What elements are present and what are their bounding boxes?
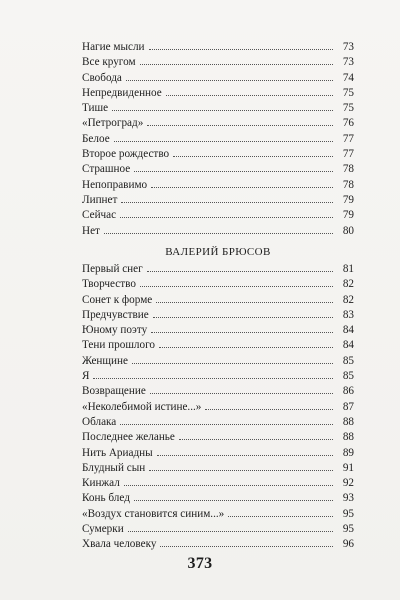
- dot-leader: [128, 531, 333, 532]
- toc-entry-title: Облака: [82, 415, 117, 428]
- toc-entry: [82, 338, 354, 353]
- toc-entry-page: 87: [342, 400, 354, 413]
- toc-entry-title: Сонет к форме: [82, 293, 153, 306]
- toc-entry: [82, 40, 354, 55]
- toc-entry-page: 78: [342, 178, 354, 191]
- toc-entry-page: 86: [342, 385, 354, 398]
- toc-entry-page: 85: [342, 370, 354, 383]
- toc-entry-title: Липнет: [82, 193, 118, 206]
- dot-leader: [166, 95, 333, 96]
- dot-leader: [120, 217, 333, 218]
- toc-entry-title: Первый снег: [82, 263, 143, 275]
- toc-entry-page: 91: [342, 461, 354, 474]
- toc-entry-page: 78: [342, 163, 354, 176]
- dot-leader: [159, 347, 333, 348]
- toc-entry-page: 84: [342, 339, 354, 352]
- toc-entry-title: Сейчас: [82, 209, 117, 222]
- toc-entry: [82, 323, 354, 338]
- toc-entry: [82, 522, 354, 537]
- toc-section-1: [82, 40, 354, 239]
- dot-leader: [228, 516, 333, 517]
- dot-leader: [104, 233, 333, 234]
- toc-entry-page: 73: [342, 41, 354, 53]
- toc-entry-title: Непоправимо: [82, 178, 148, 191]
- toc-entry-page: 77: [342, 132, 354, 145]
- toc-entry: [82, 400, 354, 415]
- dot-leader: [157, 455, 333, 456]
- toc-entry: [82, 369, 354, 384]
- dot-leader: [134, 171, 333, 172]
- toc-entry-title: Нагие мысли: [82, 41, 145, 53]
- toc-entry: [82, 208, 354, 223]
- toc-entry-page: 95: [342, 523, 354, 536]
- toc-entry: [82, 101, 354, 116]
- toc-entry: [82, 491, 354, 506]
- toc-entry-title: Нет: [82, 224, 100, 237]
- toc-entry-title: Юному поэту: [82, 324, 148, 337]
- toc-entry-title: Блудный сын: [82, 461, 146, 474]
- dot-leader: [132, 363, 333, 364]
- toc-entry-title: Возвращение: [82, 385, 146, 398]
- section-heading-author: ВАЛЕРИЙ БРЮСОВ: [165, 246, 271, 258]
- toc-entry-title: Тише: [82, 102, 109, 115]
- toc-entry: [82, 147, 354, 162]
- toc-entry-page: 82: [342, 278, 354, 291]
- toc-entry-page: 92: [342, 477, 354, 490]
- dot-leader: [126, 80, 333, 81]
- toc-entry-title: Творчество: [82, 278, 136, 291]
- toc-entry: [82, 71, 354, 86]
- toc-entry: [82, 537, 354, 552]
- dot-leader: [149, 470, 333, 471]
- dot-leader: [173, 156, 333, 157]
- toc-entry-page: 88: [342, 431, 354, 444]
- toc-entry-page: 93: [342, 492, 354, 505]
- toc-entry-title: Хвала человеку: [82, 538, 157, 551]
- toc-entry: [82, 476, 354, 491]
- dot-leader: [160, 546, 333, 547]
- toc-entry: [82, 116, 354, 131]
- toc-entry: [82, 461, 354, 476]
- dot-leader: [134, 500, 333, 501]
- toc-entry: [82, 55, 354, 70]
- dot-leader: [140, 64, 333, 65]
- dot-leader: [150, 393, 333, 394]
- dot-leader: [140, 286, 333, 287]
- toc-entry: [82, 507, 354, 522]
- toc-entry-title: Кинжал: [82, 477, 120, 490]
- toc-entry-title: Тени прошлого: [82, 339, 156, 352]
- toc-entry-title: Последнее желанье: [82, 431, 175, 444]
- toc-entry-title: Непредвиденное: [82, 86, 162, 99]
- toc-entry-page: 88: [342, 415, 354, 428]
- dot-leader: [114, 141, 333, 142]
- toc-entry: [82, 384, 354, 399]
- toc-entry-title: Второе рождество: [82, 148, 170, 161]
- toc-entry-page: 74: [342, 71, 354, 84]
- toc-entry-page: 75: [342, 102, 354, 115]
- toc-entry-page: 79: [342, 193, 354, 206]
- toc-entry: [82, 308, 354, 323]
- toc-entry-title: Конь блед: [82, 492, 130, 505]
- toc-section-2: [82, 262, 354, 553]
- toc-entry: [82, 354, 354, 369]
- toc-entry: [82, 86, 354, 101]
- toc-entry-title: «Неколебимой истине...»: [82, 400, 202, 413]
- dot-leader: [179, 439, 333, 440]
- dot-leader: [151, 332, 333, 333]
- toc-entry-title: Свобода: [82, 71, 122, 84]
- toc-entry-title: Белое: [82, 132, 110, 145]
- toc-entry-page: 84: [342, 324, 354, 337]
- toc-entry-page: 85: [342, 354, 354, 367]
- toc-entry-title: Я: [82, 370, 90, 383]
- toc-entry-page: 77: [342, 148, 354, 161]
- toc-entry-title: Сумерки: [82, 523, 124, 536]
- dot-leader: [93, 378, 333, 379]
- toc-entry: [82, 262, 354, 277]
- dot-leader: [151, 187, 333, 188]
- toc-entry: [82, 430, 354, 445]
- toc-entry: [82, 293, 354, 308]
- toc-entry-page: 79: [342, 209, 354, 222]
- toc-entry-page: 73: [342, 56, 354, 69]
- toc-entry: [82, 446, 354, 461]
- toc-entry-page: 76: [342, 117, 354, 130]
- toc-entry: [82, 415, 354, 430]
- toc-entry-page: 75: [342, 86, 354, 99]
- toc-entry-title: Женщине: [82, 354, 128, 367]
- toc-entry: [82, 193, 354, 208]
- toc-entry-page: 96: [342, 538, 354, 551]
- toc-entry-title: «Воздух становится синим...»: [82, 507, 225, 520]
- page-number: 373: [187, 555, 213, 572]
- toc-entry: [82, 178, 354, 193]
- dot-leader: [147, 125, 333, 126]
- toc-entry-title: Страшное: [82, 163, 131, 176]
- toc-entry: [82, 132, 354, 147]
- dot-leader: [121, 202, 333, 203]
- toc-entry-title: Все кругом: [82, 56, 136, 69]
- dot-leader: [124, 485, 333, 486]
- toc-entry: [82, 277, 354, 292]
- toc-entry-title: «Петроград»: [82, 117, 144, 130]
- dot-leader: [112, 110, 333, 111]
- dot-leader: [156, 302, 333, 303]
- toc-entry-page: 80: [342, 224, 354, 237]
- dot-leader: [153, 317, 333, 318]
- toc-entry: [82, 224, 354, 239]
- dot-leader: [149, 49, 333, 50]
- toc-entry-page: 89: [342, 446, 354, 459]
- dot-leader: [120, 424, 333, 425]
- toc-entry-page: 82: [342, 293, 354, 306]
- toc-entry-title: Предчувствие: [82, 308, 149, 321]
- toc-entry-page: 95: [342, 507, 354, 520]
- toc-entry-page: 81: [342, 263, 354, 275]
- toc-entry-title: Нить Ариадны: [82, 446, 153, 459]
- dot-leader: [205, 409, 333, 410]
- dot-leader: [147, 271, 333, 272]
- toc-entry: [82, 162, 354, 177]
- toc-entry-page: 83: [342, 308, 354, 321]
